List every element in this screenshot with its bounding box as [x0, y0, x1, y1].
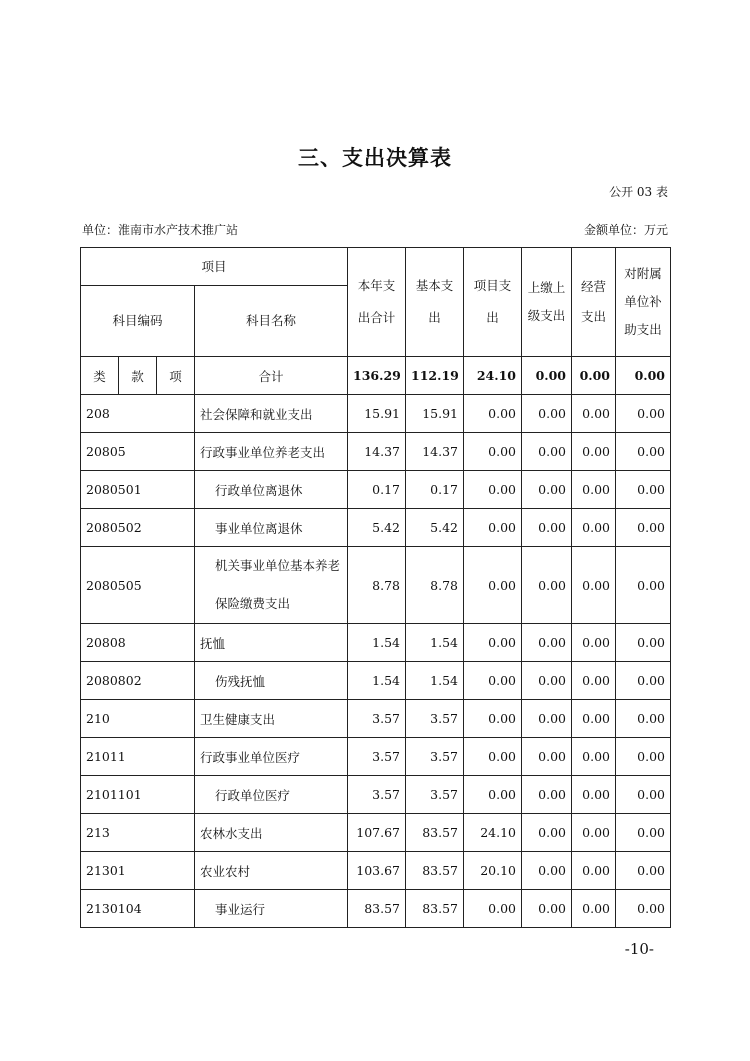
amount-unit: 金额单位：万元 [583, 223, 668, 237]
subject-code: 21301 [81, 852, 195, 890]
cell-subsidy: 0.00 [616, 509, 671, 547]
cell-project: 0.00 [464, 662, 522, 700]
total-basic: 112.19 [406, 357, 464, 395]
subject-name: 农林水支出 [195, 814, 348, 852]
cell-subsidy: 0.00 [616, 776, 671, 814]
cell-basic: 0.17 [406, 471, 464, 509]
subject-code: 20805 [81, 433, 195, 471]
total-upper: 0.00 [522, 357, 572, 395]
subject-name: 社会保障和就业支出 [195, 395, 348, 433]
cell-business: 0.00 [572, 433, 616, 471]
cell-total: 103.67 [348, 852, 406, 890]
header-upper: 上缴上级支出 [522, 248, 572, 357]
cell-project: 24.10 [464, 814, 522, 852]
total-business: 0.00 [572, 357, 616, 395]
subject-code: 213 [81, 814, 195, 852]
cell-total: 83.57 [348, 890, 406, 928]
total-project: 24.10 [464, 357, 522, 395]
total-total: 136.29 [348, 357, 406, 395]
table-row [81, 433, 671, 471]
cell-upper: 0.00 [522, 433, 572, 471]
table-row [81, 395, 671, 433]
cell-subsidy: 0.00 [616, 738, 671, 776]
cell-business: 0.00 [572, 471, 616, 509]
cell-basic: 3.57 [406, 738, 464, 776]
cell-project: 0.00 [464, 890, 522, 928]
cell-total: 0.17 [348, 471, 406, 509]
cell-total: 8.78 [348, 547, 406, 624]
cell-project: 0.00 [464, 776, 522, 814]
cell-total: 1.54 [348, 624, 406, 662]
subject-code: 20808 [81, 624, 195, 662]
cell-project: 0.00 [464, 624, 522, 662]
cell-project: 0.00 [464, 509, 522, 547]
header-basic: 基本支出 [406, 248, 464, 357]
subject-name: 行政单位医疗 [195, 776, 348, 814]
cell-project: 0.00 [464, 738, 522, 776]
cell-business: 0.00 [572, 662, 616, 700]
subject-name: 行政事业单位养老支出 [195, 433, 348, 471]
header-lei: 类 [81, 357, 119, 395]
cell-total: 5.42 [348, 509, 406, 547]
cell-project: 0.00 [464, 547, 522, 624]
subject-name: 行政单位离退休 [195, 471, 348, 509]
subject-code: 21011 [81, 738, 195, 776]
cell-upper: 0.00 [522, 395, 572, 433]
cell-subsidy: 0.00 [616, 547, 671, 624]
page-title: 三、支出决算表 [298, 145, 452, 170]
unit-name: 单位：淮南市水产技术推广站 [82, 223, 239, 237]
cell-basic: 8.78 [406, 547, 464, 624]
cell-project: 0.00 [464, 433, 522, 471]
header-name: 科目名称 [195, 286, 348, 357]
cell-total: 3.57 [348, 776, 406, 814]
header-total: 本年支出合计 [348, 248, 406, 357]
cell-subsidy: 0.00 [616, 890, 671, 928]
subject-name: 机关事业单位基本养老保险缴费支出 [195, 547, 348, 624]
page-number: -10- [624, 940, 654, 958]
cell-total: 107.67 [348, 814, 406, 852]
cell-subsidy: 0.00 [616, 471, 671, 509]
table-row [81, 471, 671, 509]
cell-basic: 1.54 [406, 662, 464, 700]
header-business: 经营支出 [572, 248, 616, 357]
cell-upper: 0.00 [522, 814, 572, 852]
cell-basic: 1.54 [406, 624, 464, 662]
cell-business: 0.00 [572, 852, 616, 890]
cell-upper: 0.00 [522, 890, 572, 928]
subject-code: 2080802 [81, 662, 195, 700]
subject-name: 事业运行 [195, 890, 348, 928]
cell-project: 20.10 [464, 852, 522, 890]
cell-total: 3.57 [348, 700, 406, 738]
cell-project: 0.00 [464, 700, 522, 738]
cell-upper: 0.00 [522, 700, 572, 738]
total-label: 合计 [195, 357, 348, 395]
cell-subsidy: 0.00 [616, 624, 671, 662]
cell-total: 1.54 [348, 662, 406, 700]
subject-name: 卫生健康支出 [195, 700, 348, 738]
table-row [81, 738, 671, 776]
header-subsidy: 对附属单位补助支出 [616, 248, 671, 357]
cell-basic: 83.57 [406, 814, 464, 852]
table-row [81, 890, 671, 928]
cell-basic: 83.57 [406, 890, 464, 928]
cell-business: 0.00 [572, 395, 616, 433]
expenditure-table [80, 247, 671, 928]
table-row [81, 662, 671, 700]
cell-upper: 0.00 [522, 509, 572, 547]
table-number: 公开 03 表 [609, 185, 668, 199]
subject-code: 2080502 [81, 509, 195, 547]
cell-business: 0.00 [572, 624, 616, 662]
cell-business: 0.00 [572, 738, 616, 776]
cell-total: 15.91 [348, 395, 406, 433]
cell-total: 3.57 [348, 738, 406, 776]
table-row [81, 624, 671, 662]
cell-subsidy: 0.00 [616, 662, 671, 700]
header-kuan: 款 [119, 357, 157, 395]
cell-upper: 0.00 [522, 624, 572, 662]
subject-code: 2130104 [81, 890, 195, 928]
total-subsidy: 0.00 [616, 357, 671, 395]
cell-upper: 0.00 [522, 547, 572, 624]
cell-basic: 14.37 [406, 433, 464, 471]
cell-business: 0.00 [572, 509, 616, 547]
header-xiang: 项 [157, 357, 195, 395]
cell-subsidy: 0.00 [616, 814, 671, 852]
cell-total: 14.37 [348, 433, 406, 471]
subject-code: 208 [81, 395, 195, 433]
table-row [81, 700, 671, 738]
cell-business: 0.00 [572, 547, 616, 624]
table-row [81, 852, 671, 890]
cell-business: 0.00 [572, 700, 616, 738]
cell-business: 0.00 [572, 890, 616, 928]
table-row [81, 509, 671, 547]
header-code: 科目编码 [81, 286, 195, 357]
cell-upper: 0.00 [522, 852, 572, 890]
cell-project: 0.00 [464, 471, 522, 509]
subject-name: 农业农村 [195, 852, 348, 890]
subject-code: 2080505 [81, 547, 195, 624]
subject-code: 2080501 [81, 471, 195, 509]
cell-subsidy: 0.00 [616, 433, 671, 471]
subject-code: 2101101 [81, 776, 195, 814]
cell-upper: 0.00 [522, 776, 572, 814]
subject-name: 抚恤 [195, 624, 348, 662]
cell-business: 0.00 [572, 776, 616, 814]
cell-upper: 0.00 [522, 738, 572, 776]
table-row [81, 814, 671, 852]
cell-subsidy: 0.00 [616, 700, 671, 738]
cell-business: 0.00 [572, 814, 616, 852]
subject-name: 伤残抚恤 [195, 662, 348, 700]
cell-basic: 3.57 [406, 776, 464, 814]
table-row [81, 547, 671, 624]
cell-basic: 3.57 [406, 700, 464, 738]
table-row [81, 776, 671, 814]
cell-basic: 83.57 [406, 852, 464, 890]
cell-upper: 0.00 [522, 471, 572, 509]
cell-subsidy: 0.00 [616, 852, 671, 890]
cell-basic: 15.91 [406, 395, 464, 433]
cell-subsidy: 0.00 [616, 395, 671, 433]
header-project: 项目 [81, 248, 348, 286]
subject-name: 行政事业单位医疗 [195, 738, 348, 776]
subject-code: 210 [81, 700, 195, 738]
cell-project: 0.00 [464, 395, 522, 433]
header-project-expense: 项目支出 [464, 248, 522, 357]
subject-name: 事业单位离退休 [195, 509, 348, 547]
cell-basic: 5.42 [406, 509, 464, 547]
cell-upper: 0.00 [522, 662, 572, 700]
